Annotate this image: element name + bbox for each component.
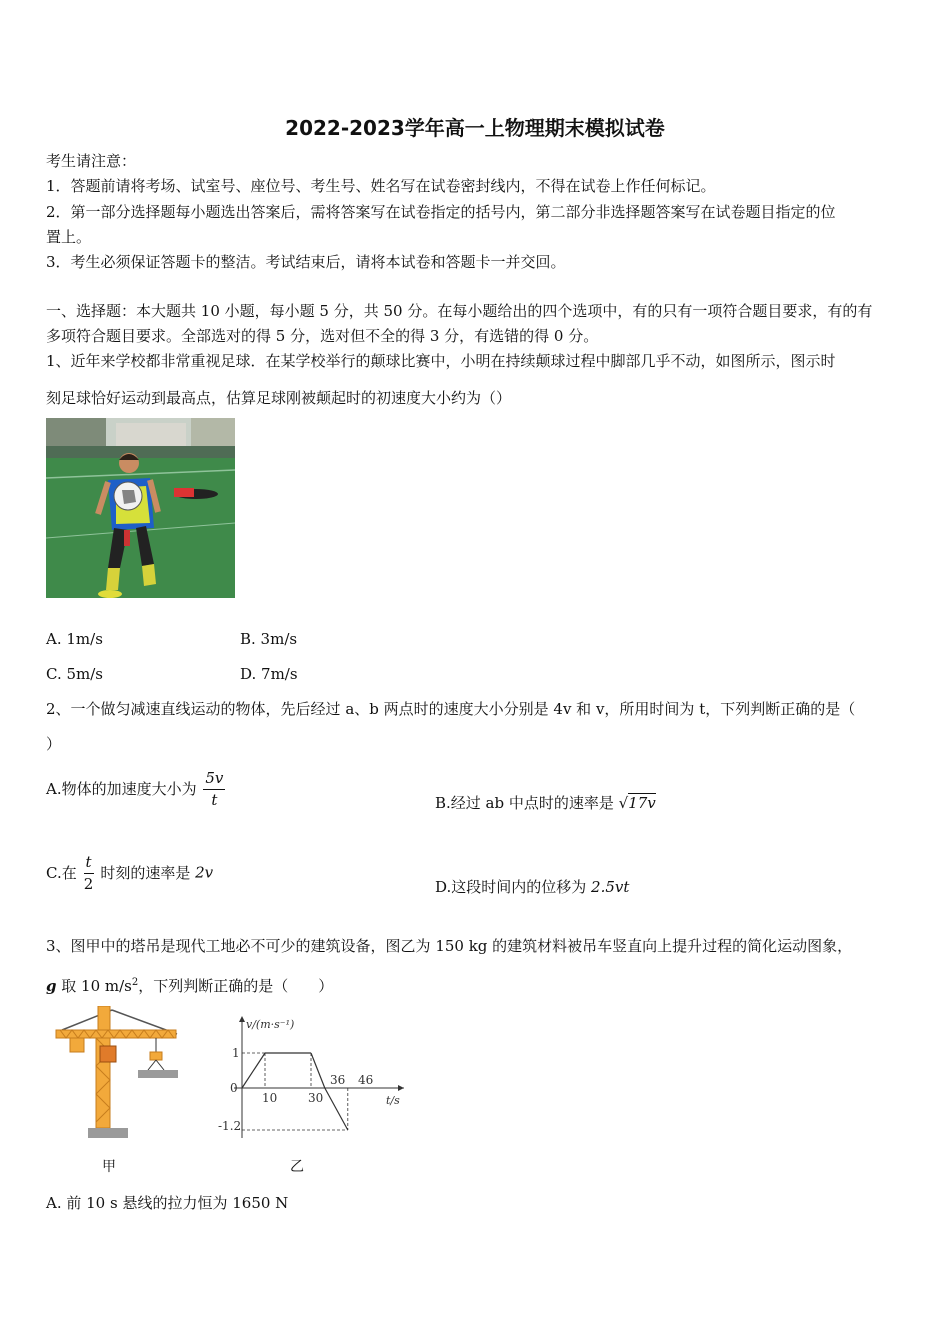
notice-item: 置上。 bbox=[46, 228, 92, 246]
figure-caption-left: 甲 bbox=[102, 1158, 116, 1174]
figure-caption-right: 乙 bbox=[290, 1158, 304, 1174]
q3-text: ，下列判断正确的是（ ） bbox=[138, 977, 334, 995]
graph-tick-x36: 36 bbox=[330, 1073, 346, 1087]
q1-option-c[interactable]: C. 5m/s bbox=[46, 665, 103, 683]
velocity-time-graph bbox=[212, 1010, 412, 1145]
fraction-numerator: 5v bbox=[203, 767, 225, 790]
q2-option-d[interactable] bbox=[435, 876, 629, 897]
q1-option-d[interactable]: D. 7m/s bbox=[240, 665, 298, 683]
question-2-stem: 2、一个做匀减速直线运动的物体，先后经过 a、b 两点时的速度大小分别是 4v 和 v，所用时间为 t，下列判断正确的是（ bbox=[46, 700, 856, 718]
question-3-stem: 3、图甲中的塔吊是现代工地必不可少的建筑设备，图乙为 150 kg 的建筑材料被吊车竖直向上提升过程的简化运动图象， bbox=[46, 937, 853, 955]
tower-crane-figure bbox=[52, 1006, 182, 1142]
q2-option-c[interactable] bbox=[46, 851, 213, 894]
fraction-numerator: t bbox=[84, 851, 94, 874]
fraction-denominator: t bbox=[211, 791, 218, 809]
symbol-g: g bbox=[46, 977, 57, 995]
q2-option-a[interactable] bbox=[46, 767, 227, 810]
question-1-stem: 刻足球恰好运动到最高点，估算足球刚被颠起时的初速度大小约为（） bbox=[46, 389, 512, 407]
q1-option-b[interactable]: B. 3m/s bbox=[240, 630, 298, 648]
section-intro: 一、选择题：本大题共 10 小题，每小题 5 分，共 50 分。在每小题给出的四个选项中，有的只有一项符合题目要求，有的有 bbox=[46, 302, 873, 320]
question-2-stem: ） bbox=[46, 735, 62, 753]
notice-item: 2．第一部分选择题每小题选出答案后，需将答案写在试卷指定的括号内，第二部分非选择题答案写在试卷题目指定的位 bbox=[46, 203, 836, 221]
page-title: 2022-2023学年高一上物理期末模拟试卷 bbox=[285, 116, 665, 140]
fraction-denominator: 2 bbox=[83, 875, 94, 893]
velocity-segment bbox=[311, 1053, 325, 1088]
football-photo bbox=[46, 418, 235, 598]
velocity-segment bbox=[325, 1088, 348, 1130]
math-expression: 2v bbox=[195, 863, 214, 882]
fraction bbox=[84, 851, 94, 894]
graph-tick-x30: 30 bbox=[308, 1091, 324, 1105]
q1-option-a[interactable]: A. 1m/s bbox=[46, 630, 103, 648]
velocity-segment bbox=[242, 1053, 265, 1088]
q3-text: 取 10 m/s bbox=[56, 977, 132, 995]
notice-item: 1．答题前请将考场、试室号、座位号、考生号、姓名写在试卷密封线内，不得在试卷上作任何标记。 bbox=[46, 177, 716, 195]
q2-option-b-text: B.经过 ab 中点时的速率是 bbox=[435, 794, 614, 812]
q2-option-c-text: 时刻的速率是 bbox=[100, 864, 191, 882]
math-expression: 2.5vt bbox=[591, 878, 630, 896]
q2-option-a-text: A.物体的加速度大小为 bbox=[46, 780, 197, 798]
q2-option-c-text: C.在 bbox=[46, 864, 77, 882]
graph-tick-yneg: -1.2 bbox=[218, 1119, 242, 1133]
notice-item: 3．考生必须保证答题卡的整洁。考试结束后，请将本试卷和答题卡一并交回。 bbox=[46, 253, 566, 271]
q2-option-b[interactable] bbox=[435, 792, 656, 813]
sqrt-radicand: 17v bbox=[628, 794, 656, 812]
graph-y-axis-label: v/(m·s⁻¹) bbox=[246, 1018, 295, 1031]
notice-heading: 考生请注意： bbox=[46, 152, 137, 170]
question-1-stem: 1、近年来学校都非常重视足球．在某学校举行的颠球比赛中，小明在持续颠球过程中脚部几乎不动，如图所示，图示时 bbox=[46, 352, 836, 370]
section-intro: 多项符合题目要求。全部选对的得 5 分，选对但不全的得 3 分，有选错的得 0 分。 bbox=[46, 327, 599, 345]
graph-tick-y1: 1 bbox=[232, 1046, 240, 1060]
graph-tick-y0: 0 bbox=[230, 1081, 238, 1095]
q3-option-a[interactable]: A. 前 10 s 悬线的拉力恒为 1650 N bbox=[46, 1194, 289, 1212]
graph-tick-x46: 46 bbox=[358, 1073, 374, 1087]
graph-x-axis-label: t/s bbox=[386, 1094, 400, 1107]
fraction bbox=[203, 767, 225, 810]
sqrt-expression: √17v bbox=[618, 794, 656, 812]
graph-tick-x10: 10 bbox=[262, 1091, 278, 1105]
superscript: 2 bbox=[131, 977, 139, 988]
question-3-stem bbox=[46, 972, 333, 997]
q2-option-d-text: D.这段时间内的位移为 bbox=[435, 878, 587, 896]
